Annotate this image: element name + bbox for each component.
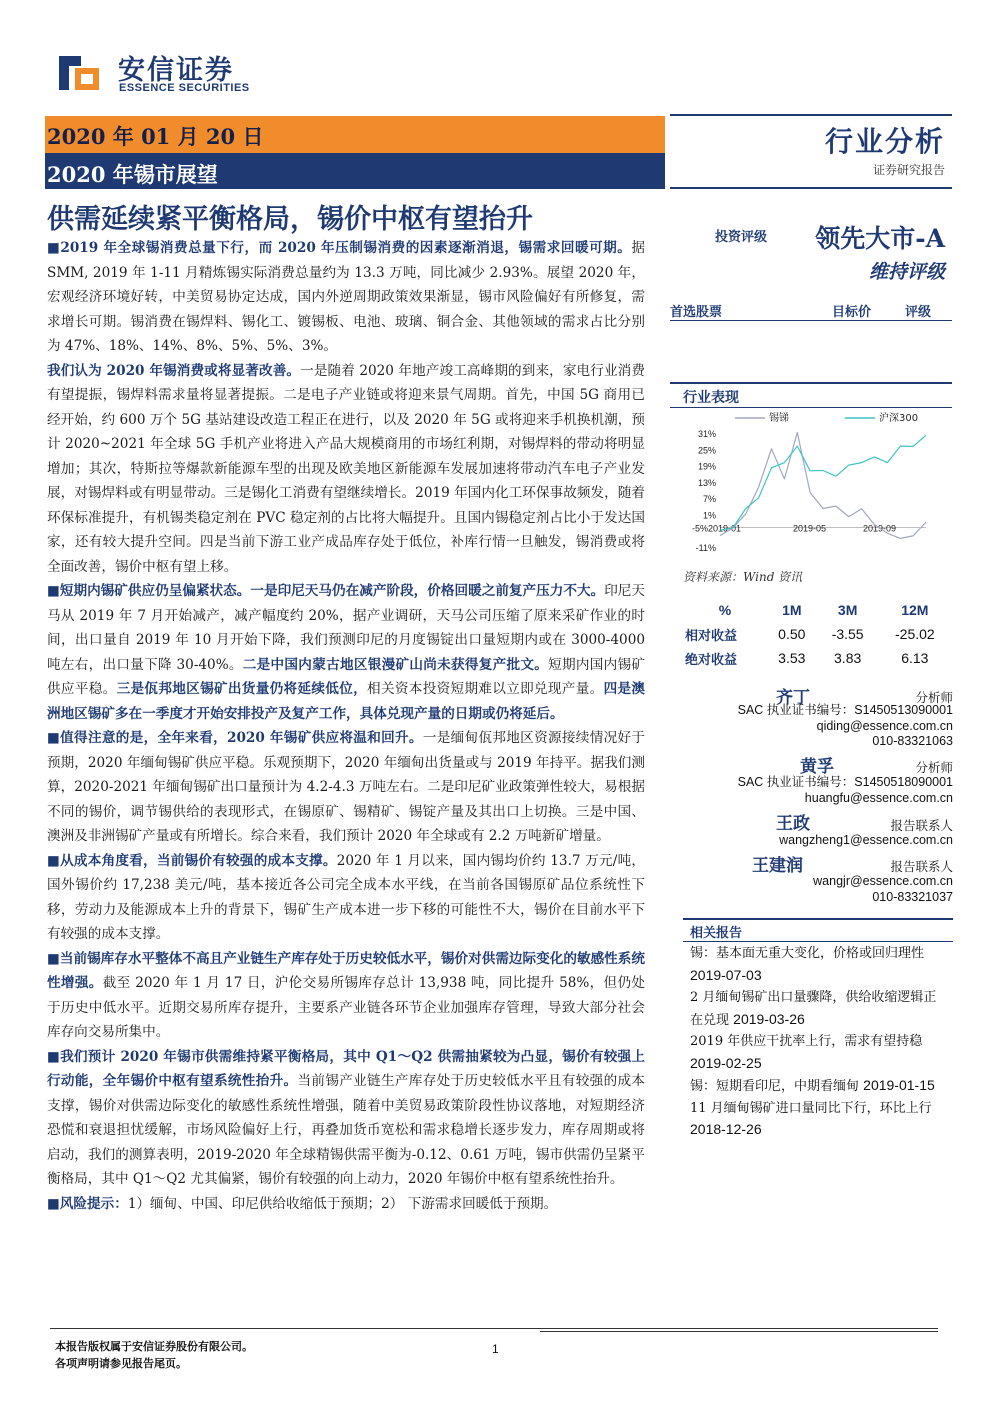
y-tick-label: -11% — [695, 543, 716, 553]
analyst-name: 黄孚 — [800, 757, 834, 777]
list-item[interactable]: 锡：基本面无重大变化，价格或回归理性 2019-07-03 — [690, 946, 925, 983]
analyst-email[interactable]: wangjr@essence.com.cn — [813, 874, 953, 888]
returns-header: 1M — [782, 602, 802, 618]
legend-label: 锡锑 — [769, 413, 789, 424]
table-row — [685, 647, 951, 669]
returns-header: % — [718, 602, 732, 618]
related-title: 相关报告 — [690, 926, 743, 941]
report-date: 2020 年 01 月 20 日 — [47, 124, 264, 149]
paragraph: ■我们预计 2020 年锡市供需维持紧平衡格局，其中 Q1～Q2 供需抽紧较为凸显，锡价有较强上行动能，全年锡价中枢有望系统性抬升。当前锡产业链生产库存处于历史较低水平且有较强的成本支撑，锡价对供需边际变化的敏感性系统性增强，随着中美贸易政策阶段性协议落地，对短期经济恐慌和衰退担忧缓解，市场风险偏好上行，再叠加货币宽松和需求稳增长逐步发力，库存周期或将启动，我们的测算表明，2019-2020 年全球精锡供需平衡为-0.12、0.61 万吨，锡市供需仍呈紧平衡格局，其中 Q1～Q2 尤其偏紧，锡价有较强的向上动力，2020 年锡价中枢有望系统性抬升。 — [47, 1048, 646, 1187]
analyst-role: 报告联系人 — [890, 818, 953, 833]
picks-header — [670, 299, 952, 321]
analyst-email[interactable]: qiding@essence.com.cn — [816, 718, 953, 733]
y-tick-label: 25% — [697, 445, 716, 456]
list-item[interactable]: 11 月缅甸锡矿进口量同比下行，环比上行 2018-12-26 — [690, 1100, 932, 1137]
disclaimer-notice: 各项声明请参见报告尾页。 — [55, 1357, 187, 1370]
analyst-cert: SAC 执业证书编号：S1450513090001 — [737, 703, 953, 717]
list-item[interactable]: 锡：短期看印尼，中期看缅甸 2019-01-15 — [690, 1077, 935, 1094]
picks-col-target: 目标价 — [832, 305, 872, 320]
report-subtitle: 2020 年锡市展望 — [47, 162, 218, 187]
divider — [670, 187, 952, 189]
related-list — [690, 943, 948, 1142]
y-tick-label: 31% — [697, 429, 716, 439]
analyst-phone: 010-83321037 — [872, 889, 953, 904]
cell: -3.55 — [831, 626, 864, 642]
paragraph: ■当前锡库存水平整体不高且产业链生产库存处于历史较低水平，锡价对供需边际变化的敏感性系统性增强。截至 2020 年 1 月 17 日，沪伦交易所锡库存总计 13,938 吨，同比提升 58%，但仍处于历史中低水平。近期交易所库存提升，主要系产业链各环节企业加强库存管理，导致大部分社会库存向交易所集中。 — [47, 950, 646, 1040]
analyst-role: 分析师 — [915, 760, 953, 775]
rating-label: 投资评级 — [715, 230, 768, 245]
analyst-email[interactable]: huangfu@essence.com.cn — [804, 790, 953, 805]
analyst-contact — [693, 703, 953, 750]
analyst-contact — [693, 775, 953, 806]
row-label: 绝对收益 — [685, 652, 738, 668]
analyst-contact — [693, 874, 953, 905]
footer-divider — [50, 1328, 938, 1329]
report-type: 行业分析 — [824, 125, 945, 158]
analyst-name: 王建润 — [752, 856, 803, 876]
row-label: 相对收益 — [685, 628, 738, 644]
chart-source: 资料来源：Wind 资讯 — [683, 570, 803, 584]
analyst-name: 王政 — [776, 814, 810, 834]
x-tick-label: -5%2019-01 — [692, 523, 742, 534]
cell: 3.53 — [778, 650, 806, 666]
y-tick-label: 7% — [702, 494, 716, 505]
paragraph: 我们认为 2020 年锡消费或将显著改善。一是随着 2020 年地产竣工高峰期的到来，家电行业消费有望提振，锡焊料需求量将显著提振。二是电子产业链或将迎来景气周期。首先，中国 5G 商用已经开始，约 600 万个 5G 基站建设改造工程正在进行，以及 2020 年 5G 或将迎来手机换机潮，预计 2020~2021 年全球 5G 手机产业将进入产品大规模商用的市场红利期，对锡焊料的带动将明显增加；其次，特斯拉等爆款新能源车型的出现及欧美地区新能源车发展加速将带动汽车电子产业发展，对锡焊料或有明显带动。三是锡化工消费有望继续增长。2019 年国内化工环保事故频发，随着环保标准提升，有机锡类稳定剂在 PVC 稳定剂的占比将大幅提升。且国内锡稳定剂占比小于发达国家，还有较大提升空间。四是当前下游工业产成品库存处于低位，补库行情一旦触发，锡消费或将全面改善，锡价中枢有望上移。 — [47, 362, 645, 575]
picks-col-stock: 首选股票 — [670, 305, 723, 320]
y-tick-label: 19% — [697, 461, 716, 472]
analyst-role: 报告联系人 — [890, 859, 953, 874]
footer-divider — [540, 1331, 938, 1332]
y-tick-label: 1% — [702, 510, 716, 521]
divider — [670, 114, 952, 116]
paragraph: ■2019 年全球锡消费总量下行，而 2020 年压制锡消费的因素逐渐消退，锡需求回暖可期。据SMM, 2019 年 1-11 月精炼锡实际消费总量约为 13.3 万吨，同比减少 2.93%。展望 2020 年，宏观经济环境好转，中美贸易协定达成，国内外逆周期政策效果渐显，锡市风险偏好有所修复，需求增长可期。锡消费在锡焊料、锡化工、镀锡板、电池、玻璃、铜合金、其他领域的需求占比分别为 47%、18%、14%、8%、5%、5%、3%。 — [47, 240, 645, 354]
analyst-contact — [693, 833, 953, 849]
cell: 6.13 — [901, 650, 929, 666]
copyright-notice: 本报告版权属于安信证券股份有限公司。 — [55, 1340, 253, 1353]
analyst-phone: 010-83321063 — [872, 734, 953, 748]
x-tick-label: 2019-09 — [863, 523, 897, 534]
series-line-csi300 — [720, 435, 926, 530]
brand-name-cn: 安信证券 — [118, 55, 234, 86]
series-line-tin — [720, 433, 926, 539]
performance-title: 行业表现 — [683, 390, 739, 406]
headline: 供需延续紧平衡格局，锡价中枢有望抬升 — [47, 204, 533, 235]
returns-header: 3M — [837, 602, 858, 618]
report-subtype: 证券研究报告 — [872, 163, 945, 177]
cell: -25.02 — [895, 626, 935, 642]
analyst-name: 齐丁 — [776, 688, 810, 708]
y-tick-label: 13% — [697, 477, 716, 488]
report-body — [47, 236, 645, 1216]
cell: 3.83 — [834, 650, 862, 666]
brand-logo-icon — [55, 46, 103, 94]
brand-name-en: ESSENCE SECURITIES — [119, 82, 250, 94]
returns-table — [683, 597, 953, 671]
rating-value: 领先大市-A — [815, 224, 945, 253]
cell: 0.50 — [778, 626, 806, 642]
rating-action: 维持评级 — [868, 261, 945, 283]
picks-col-rating: 评级 — [905, 305, 932, 320]
page-number: 1 — [492, 1342, 499, 1356]
paragraph: ■短期内锡矿供应仍呈偏紧状态。一是印尼天马仍在减产阶段，价格回暖之前复产压力不大。印尼天马从 2019 年 7 月开始减产，减产幅度约 20%，据产业调研，天马公司压缩了原来采矿作业的时间，出口量自 2019 年 10 月开始下降，我们预测印尼的月度锡锭出口量短期内或在 3000-4000 吨左右，出口量下降 30-40%。二是中国内蒙古地区银漫矿山尚未获得复产批文。短期内国内锡矿供应平稳。三是佤邦地区锡矿出货量仍将延续低位，相关资本投资短期难以立即兑现产量。四是澳洲地区锡矿多在一季度才开始安排投产及复产工作，具体兑现产量的日期或仍将延后。 — [47, 583, 646, 722]
legend-label: 沪深300 — [879, 413, 919, 424]
x-tick-label: 2019-05 — [793, 523, 827, 534]
performance-chart — [670, 408, 952, 568]
analyst-email[interactable]: wangzheng1@essence.com.cn — [779, 833, 953, 847]
analyst-role: 分析师 — [915, 690, 953, 705]
paragraph: ■从成本角度看，当前锡价有较强的成本支撑。2020 年 1 月以来，国内锡均价约 13.7 万元/吨，国外锡价约 17,238 美元/吨，基本接近各公司完全成本水平线，在当前各国锡原矿品位系统性下移，劳动力及能源成本上升的背景下，锡矿生产成本进一步下移的可能性不大，锡价在目前水平下有较强的成本支撑。 — [47, 852, 646, 942]
list-item[interactable]: 2 月缅甸锡矿出口量骤降，供给收缩逻辑正在兑现 2019-03-26 — [690, 990, 937, 1028]
paragraph: ■值得注意的是，全年来看，2020 年锡矿供应将温和回升。一是缅甸佤邦地区资源接续情况好于预期，2020 年缅甸锡矿供应平稳。乐观预期下，2020 年缅甸出货量或与 2019 年持平。据我们测算，2020-2021 年缅甸锡矿出口量预计为 4.2-4.3 万吨左右。二是印尼矿业政策弹性较大，易根据不同的锡价，调节锡供给的表现形式，在锡原矿、锡精矿、锡锭产量及其出口上切换。三是中国、澳洲及非洲锡矿产量或有所增长。综合来看，我们预计 2020 年全球或有 2.2 万吨新矿增量。 — [47, 730, 646, 844]
table-row — [685, 623, 951, 645]
returns-header: 12M — [901, 602, 929, 618]
paragraph: ■风险提示：1）缅甸、中国、印尼供给收缩低于预期；2） 下游需求回暖低于预期。 — [47, 1195, 558, 1212]
analyst-cert: SAC 执业证书编号：S1450518090001 — [737, 775, 953, 789]
list-item[interactable]: 2019 年供应干扰率上行，需求有望持稳 2019-02-25 — [690, 1034, 923, 1071]
